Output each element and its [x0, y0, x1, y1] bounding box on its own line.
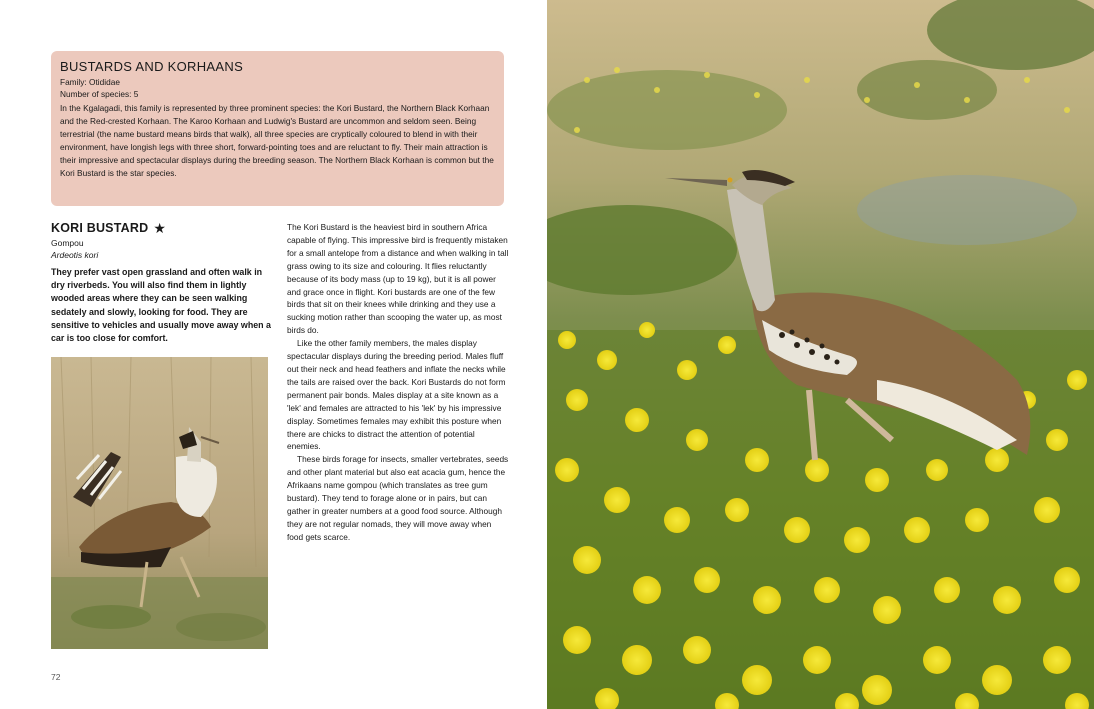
species-header: [51, 221, 276, 345]
body-paragraph-1: The Kori Bustard is the heaviest bird in southern Africa capable of flying. This impressive bird is frequently mistaken for a small antelope from a distance and when walking in tall grass owing to its size and colouring. It flies reluctantly because of its body mass (up to 19 kg), but it is all power and grace once in flight. Kori bustards are one of the few birds that sit on their knees while drinking and they use a sucking motion rather than scooping the water up, as most birds do.: [287, 222, 509, 336]
family-intro-text: In the Kgalagadi, this family is represented by three prominent species: the Kori Bustard, the Northern Black Korhaan and the Red-crested Korhaan. The Karoo Korhaan and Ludwig's Bustard are uncommon and seldom seen. Being terrestrial (the name bustard means birds that walk), all three species are cryptically coloured to blend in with their environment, have longish legs with three short, forward-pointing toes and are reluctant to fly. Their main attraction is their impressive and spectacular displays during the breeding season. The Northern Black Korhaan is common but the Kori Bustard is the star species.: [60, 103, 494, 178]
species-name: KORI BUSTARD: [51, 221, 149, 235]
body-paragraph-2: Like the other family members, the males display spectacular displays during the breeding period. Males fluff out their neck and head feathers and inflate the necks while the tails are raised over the back. Kori Bustards do not form permanent pair bonds. Males display at a site known as a 'lek' and females are attracted to his 'lek' by his impressive display. Sometimes females may exhibit this posture when there are chicks to distract the attention of potential enemies.: [287, 338, 506, 452]
family-title: BUSTARDS AND KORHAANS: [60, 59, 244, 74]
scientific-name: Ardeotis kori: [51, 250, 99, 260]
body-text-column: [287, 221, 509, 544]
species-name-row: [51, 221, 276, 235]
local-name: Gompou: [51, 238, 84, 248]
page-number: 72: [51, 672, 61, 682]
star-icon: ★: [153, 220, 167, 236]
kori-bustard-photo: [547, 0, 1094, 709]
body-paragraph-3: These birds forage for insects, smaller vertebrates, seeds and other plant material but also eat acacia gum, hence the Afrikaans name gompou (which translates as tree gum bustard). They tend to forage alone or in pairs, but can gather in greater numbers at a good food source. Although they are not regular nomads, they will move away when food gets scarce.: [287, 454, 509, 542]
species-summary: They prefer vast open grassland and often walk in dry riverbeds. You will also find them in lightly wooded areas where they can be seen walking sedately and slowly, looking for food. They are sensitive to vehicles and usually move away when a car is too close for comfort.: [51, 267, 271, 344]
family-name-line: Family: Otididae: [60, 77, 120, 87]
family-info-box: [51, 51, 504, 206]
species-count-line: Number of species: 5: [60, 89, 139, 99]
displaying-bustard-photo: [51, 357, 268, 649]
